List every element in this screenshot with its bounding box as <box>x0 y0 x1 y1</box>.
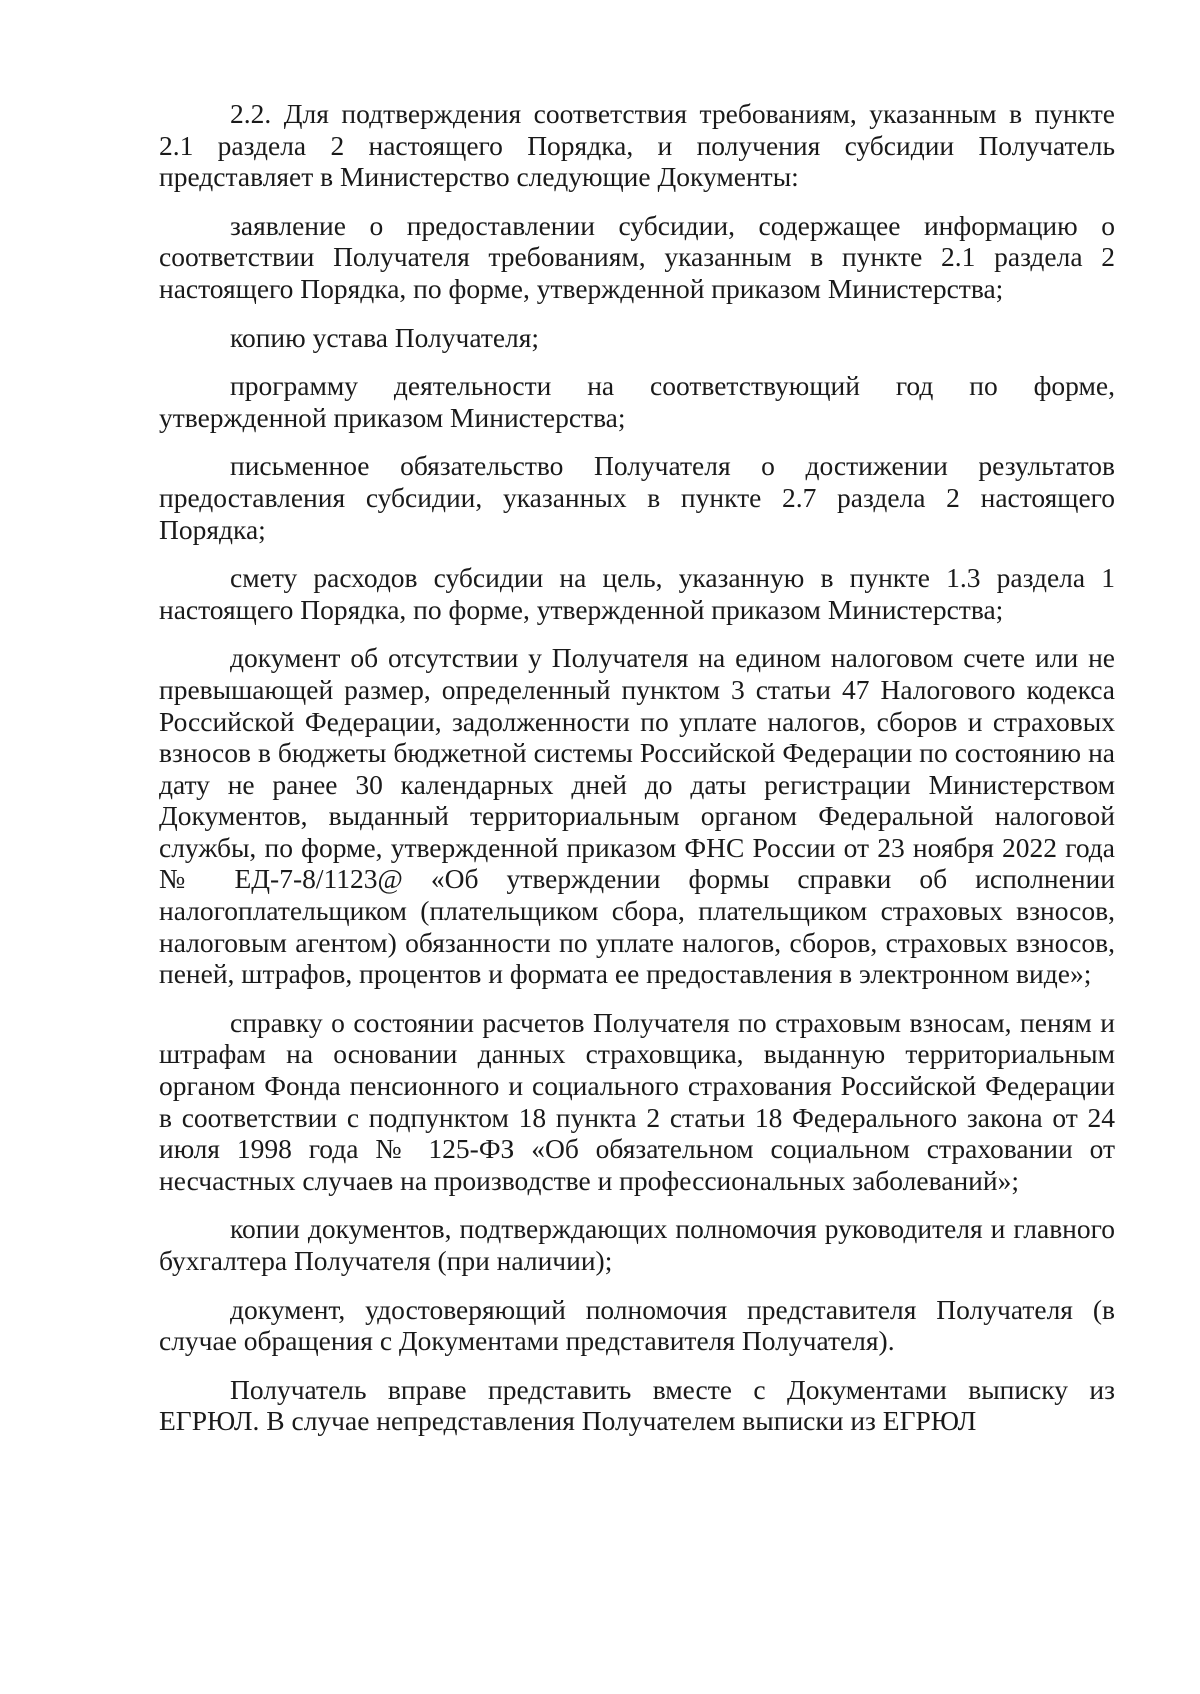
document-page <box>159 98 1115 1454</box>
paragraph-tax-debt-certificate: документ об отсутствии у Получателя на едином налоговом счете или не превышающей размер, определенный пунктом 3 статьи 47 Налогового кодекса Российской Федерации, задолженности по уплате налогов, сборов и страховых взносов в бюджеты бюджетной системы Российской Федерации по состоянию на дату не ранее 30 календарных дней до даты регистрации Министерством Документов, выданный территориальным органом Федеральной налоговой службы, по форме, утвержденной приказом ФНС России от 23 ноября 2022 года № ЕД-7-8/1123@ «Об утверждении формы справки об исполнении налогоплательщиком (плательщиком сбора, плательщиком страховых взносов, налоговым агентом) обязанности по уплате налогов, сборов, страховых взносов, пеней, штрафов, процентов и формата ее предоставления в электронном виде»; <box>159 642 1115 990</box>
paragraph-application: заявление о предоставлении субсидии, содержащее информацию о соответствии Получателя требованиям, указанным в пункте 2.1 раздела 2 настоящего Порядка, по форме, утвержденной приказом Министерства; <box>159 209 1115 304</box>
paragraph-activity-program: программу деятельности на соответствующий год по форме, утвержденной приказом Министерства; <box>159 370 1115 433</box>
paragraph-egrul-extract: Получатель вправе представить вместе с Документами выписку из ЕГРЮЛ. В случае непредставления Получателем выписки из ЕГРЮЛ <box>159 1373 1115 1437</box>
paragraph-written-obligation: письменное обязательство Получателя о достижении результатов предоставления субсидии, указанных в пункте 2.7 раздела 2 настоящего Порядка; <box>159 450 1115 545</box>
paragraph-2-2-intro: 2.2. Для подтверждения соответствия требованиям, указанным в пункте 2.1 раздела 2 настоящего Порядка, и получения субсидии Получатель представляет в Министерство следующие Документы: <box>159 98 1115 193</box>
paragraph-expense-estimate: смету расходов субсидии на цель, указанную в пункте 1.3 раздела 1 настоящего Порядка, по форме, утвержденной приказом Министерства; <box>159 562 1115 625</box>
paragraph-charter-copy: копию устава Получателя; <box>230 321 540 353</box>
paragraph-representative-document: документ, удостоверяющий полномочия представителя Получателя (в случае обращения с Документами представителя Получателя). <box>159 1293 1115 1357</box>
paragraph-authority-copies: копии документов, подтверждающих полномочия руководителя и главного бухгалтера Получателя (при наличии); <box>159 1213 1115 1276</box>
paragraph-insurance-certificate: справку о состоянии расчетов Получателя по страховым взносам, пеням и штрафам на основании данных страховщика, выданную территориальным органом Фонда пенсионного и социального страхования Российской Федерации в соответствии с подпунктом 18 пункта 2 статьи 18 Федерального закона от 24 июля 1998 года № 125-ФЗ «Об обязательном социальном страховании от несчастных случаев на производстве и профессиональных заболеваний»; <box>159 1006 1115 1196</box>
